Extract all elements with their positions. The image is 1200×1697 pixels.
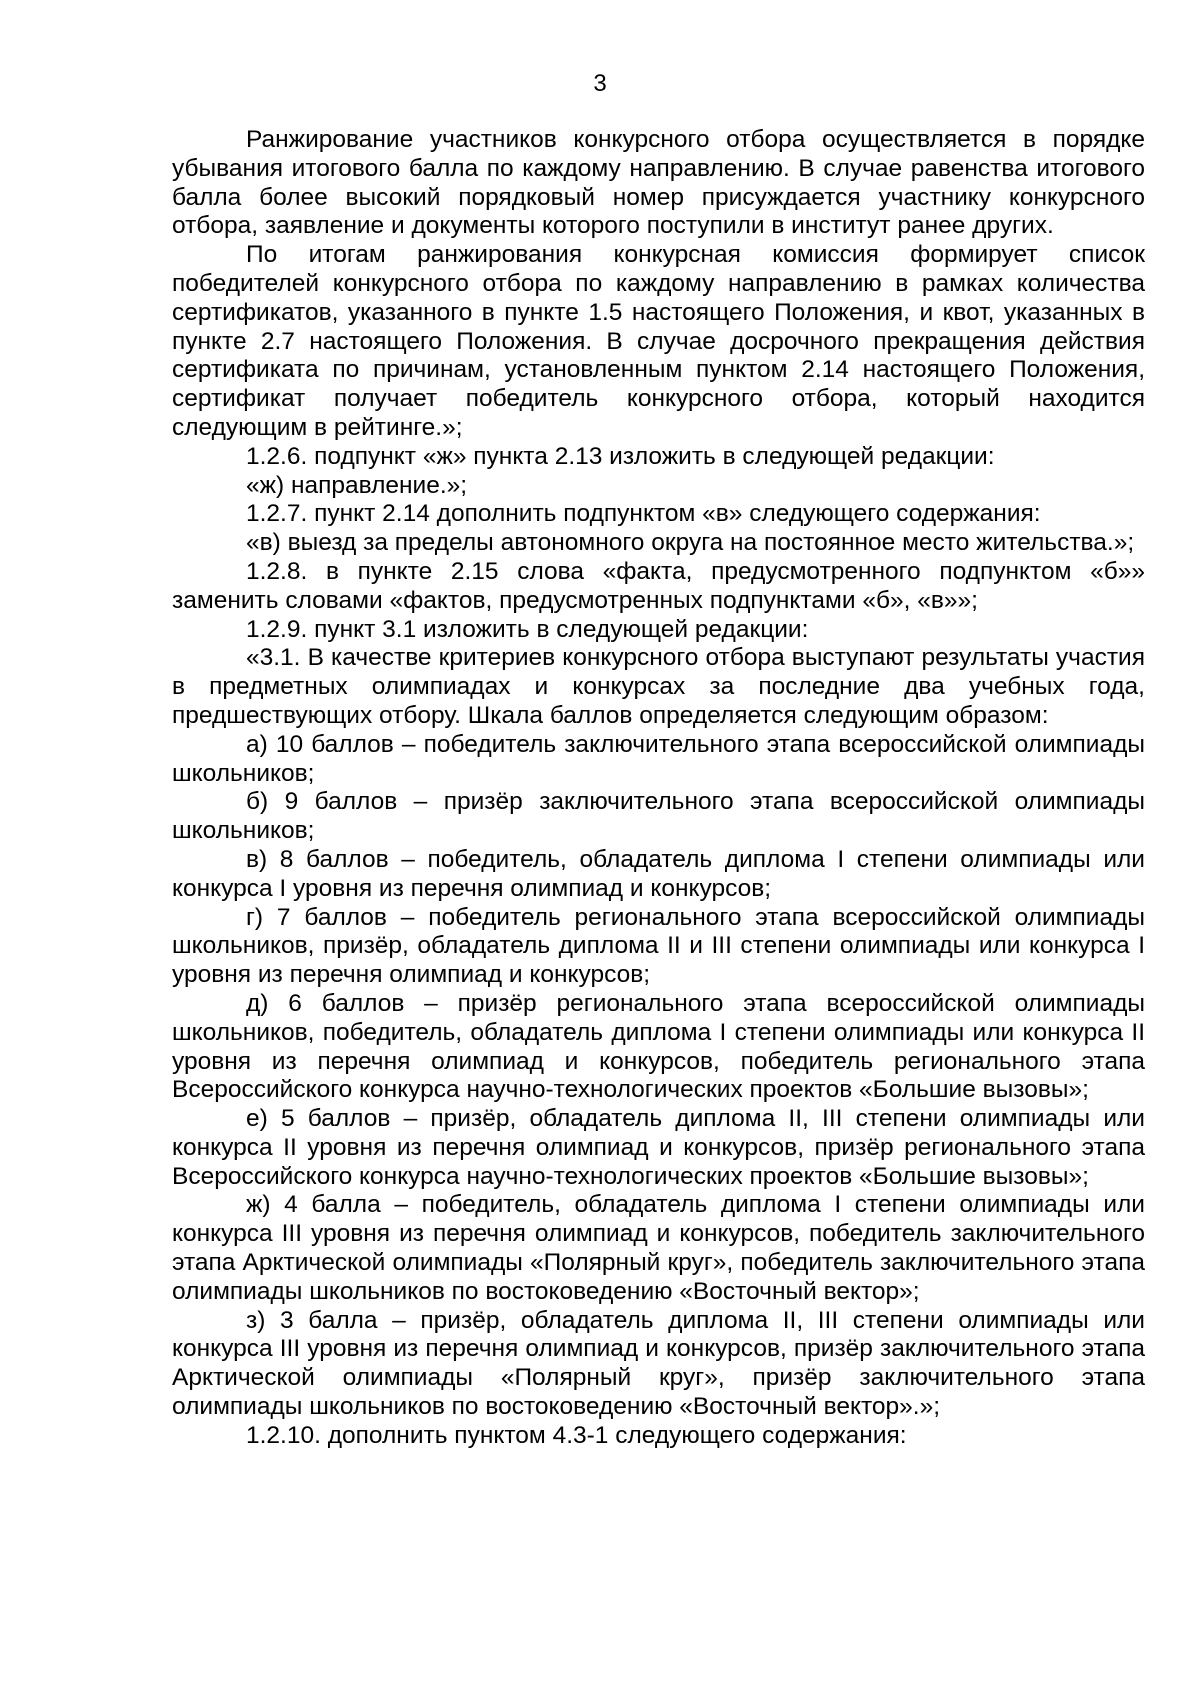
score-item-g: г) 7 баллов – победитель регионального этапа всероссийской олимпиады школьников, призёр, обладатель диплома II и III степени олимпиады или конкурса I уровня из перечня олимпиад и конкурсов; [172, 903, 1145, 989]
paragraph-1-2-10: 1.2.10. дополнить пунктом 4.3-1 следующего содержания: [246, 1421, 907, 1449]
paragraph-1-2-8: 1.2.8. в пункте 2.15 слова «факта, предусмотренного подпунктом «б»» заменить словами «фактов, предусмотренных подпунктами «б», «в»»; [172, 557, 1145, 614]
paragraph-1-2-6-text: «ж) направление.»; [246, 471, 468, 499]
score-item-v: в) 8 баллов – победитель, обладатель диплома I степени олимпиады или конкурса I уровня из перечня олимпиад и конкурсов; [172, 845, 1145, 902]
paragraph-3-1: «3.1. В качестве критериев конкурсного отбора выступают результаты участия в предметных олимпиадах и конкурсах за последние два учебных года, предшествующих отбору. Шкала баллов определяется следующим образом: [172, 644, 1145, 729]
document-body [172, 126, 1145, 1451]
paragraph-1-2-7: 1.2.7. пункт 2.14 дополнить подпунктом «в» следующего содержания: [246, 500, 1041, 528]
paragraph-ranking: Ранжирование участников конкурсного отбора осуществляется в порядке убывания итогового балла по каждому направлению. В случае равенства итогового балла более высокий порядковый номер присуждается участнику конкурсного отбора, заявление и документы которого поступили в институт ранее других. [172, 126, 1145, 240]
paragraph-1-2-6: 1.2.6. подпункт «ж» пункта 2.13 изложить в следующей редакции: [246, 442, 995, 470]
paragraph-winners-list: По итогам ранжирования конкурсная комиссия формирует список победителей конкурсного отбора по каждому направлению в рамках количества сертификатов, указанного в пункте 1.5 настоящего Положения, и квот, указанных в пункте 2.7 настоящего Положения. В случае досрочного прекращения действия сертификата по причинам, установленным пунктом 2.14 настоящего Положения, сертификат получает победитель конкурсного отбора, который находится следующим в рейтинге.»; [172, 241, 1145, 441]
score-item-zh: ж) 4 балла – победитель, обладатель диплома I степени олимпиады или конкурса III уровня из перечня олимпиад и конкурсов, победитель заключительного этапа Арктической олимпиады «Полярный круг», победитель заключительного этапа олимпиады школьников по востоковедению «Восточный вектор»; [172, 1191, 1145, 1305]
score-item-e: е) 5 баллов – призёр, обладатель диплома II, III степени олимпиады или конкурса II уровня из перечня олимпиад и конкурсов, призёр регионального этапа Всероссийского конкурса научно-технологических проектов «Большие вызовы»; [172, 1105, 1145, 1190]
paragraph-1-2-7-text: «в) выезд за пределы автономного округа на постоянное место жительства.»; [246, 529, 1135, 557]
paragraph-1-2-9: 1.2.9. пункт 3.1 изложить в следующей редакции: [246, 615, 809, 643]
score-item-a: а) 10 баллов – победитель заключительного этапа всероссийской олимпиады школьников; [172, 730, 1145, 787]
score-item-b: б) 9 баллов – призёр заключительного этапа всероссийской олимпиады школьников; [172, 788, 1145, 845]
page-number: 3 [593, 70, 607, 97]
score-item-d: д) 6 баллов – призёр регионального этапа всероссийской олимпиады школьников, победитель, обладатель диплома I степени олимпиады или конкурса II уровня из перечня олимпиад и конкурсов, победитель регионального этапа Всероссийского конкурса научно-технологических проектов «Большие вызовы»; [172, 989, 1145, 1104]
score-item-z: з) 3 балла – призёр, обладатель диплома II, III степени олимпиады или конкурса III уровня из перечня олимпиад и конкурсов, призёр заключительного этапа Арктической олимпиады «Полярный круг», призёр заключительного этапа олимпиады школьников по востоковедению «Восточный вектор».»; [172, 1306, 1145, 1421]
